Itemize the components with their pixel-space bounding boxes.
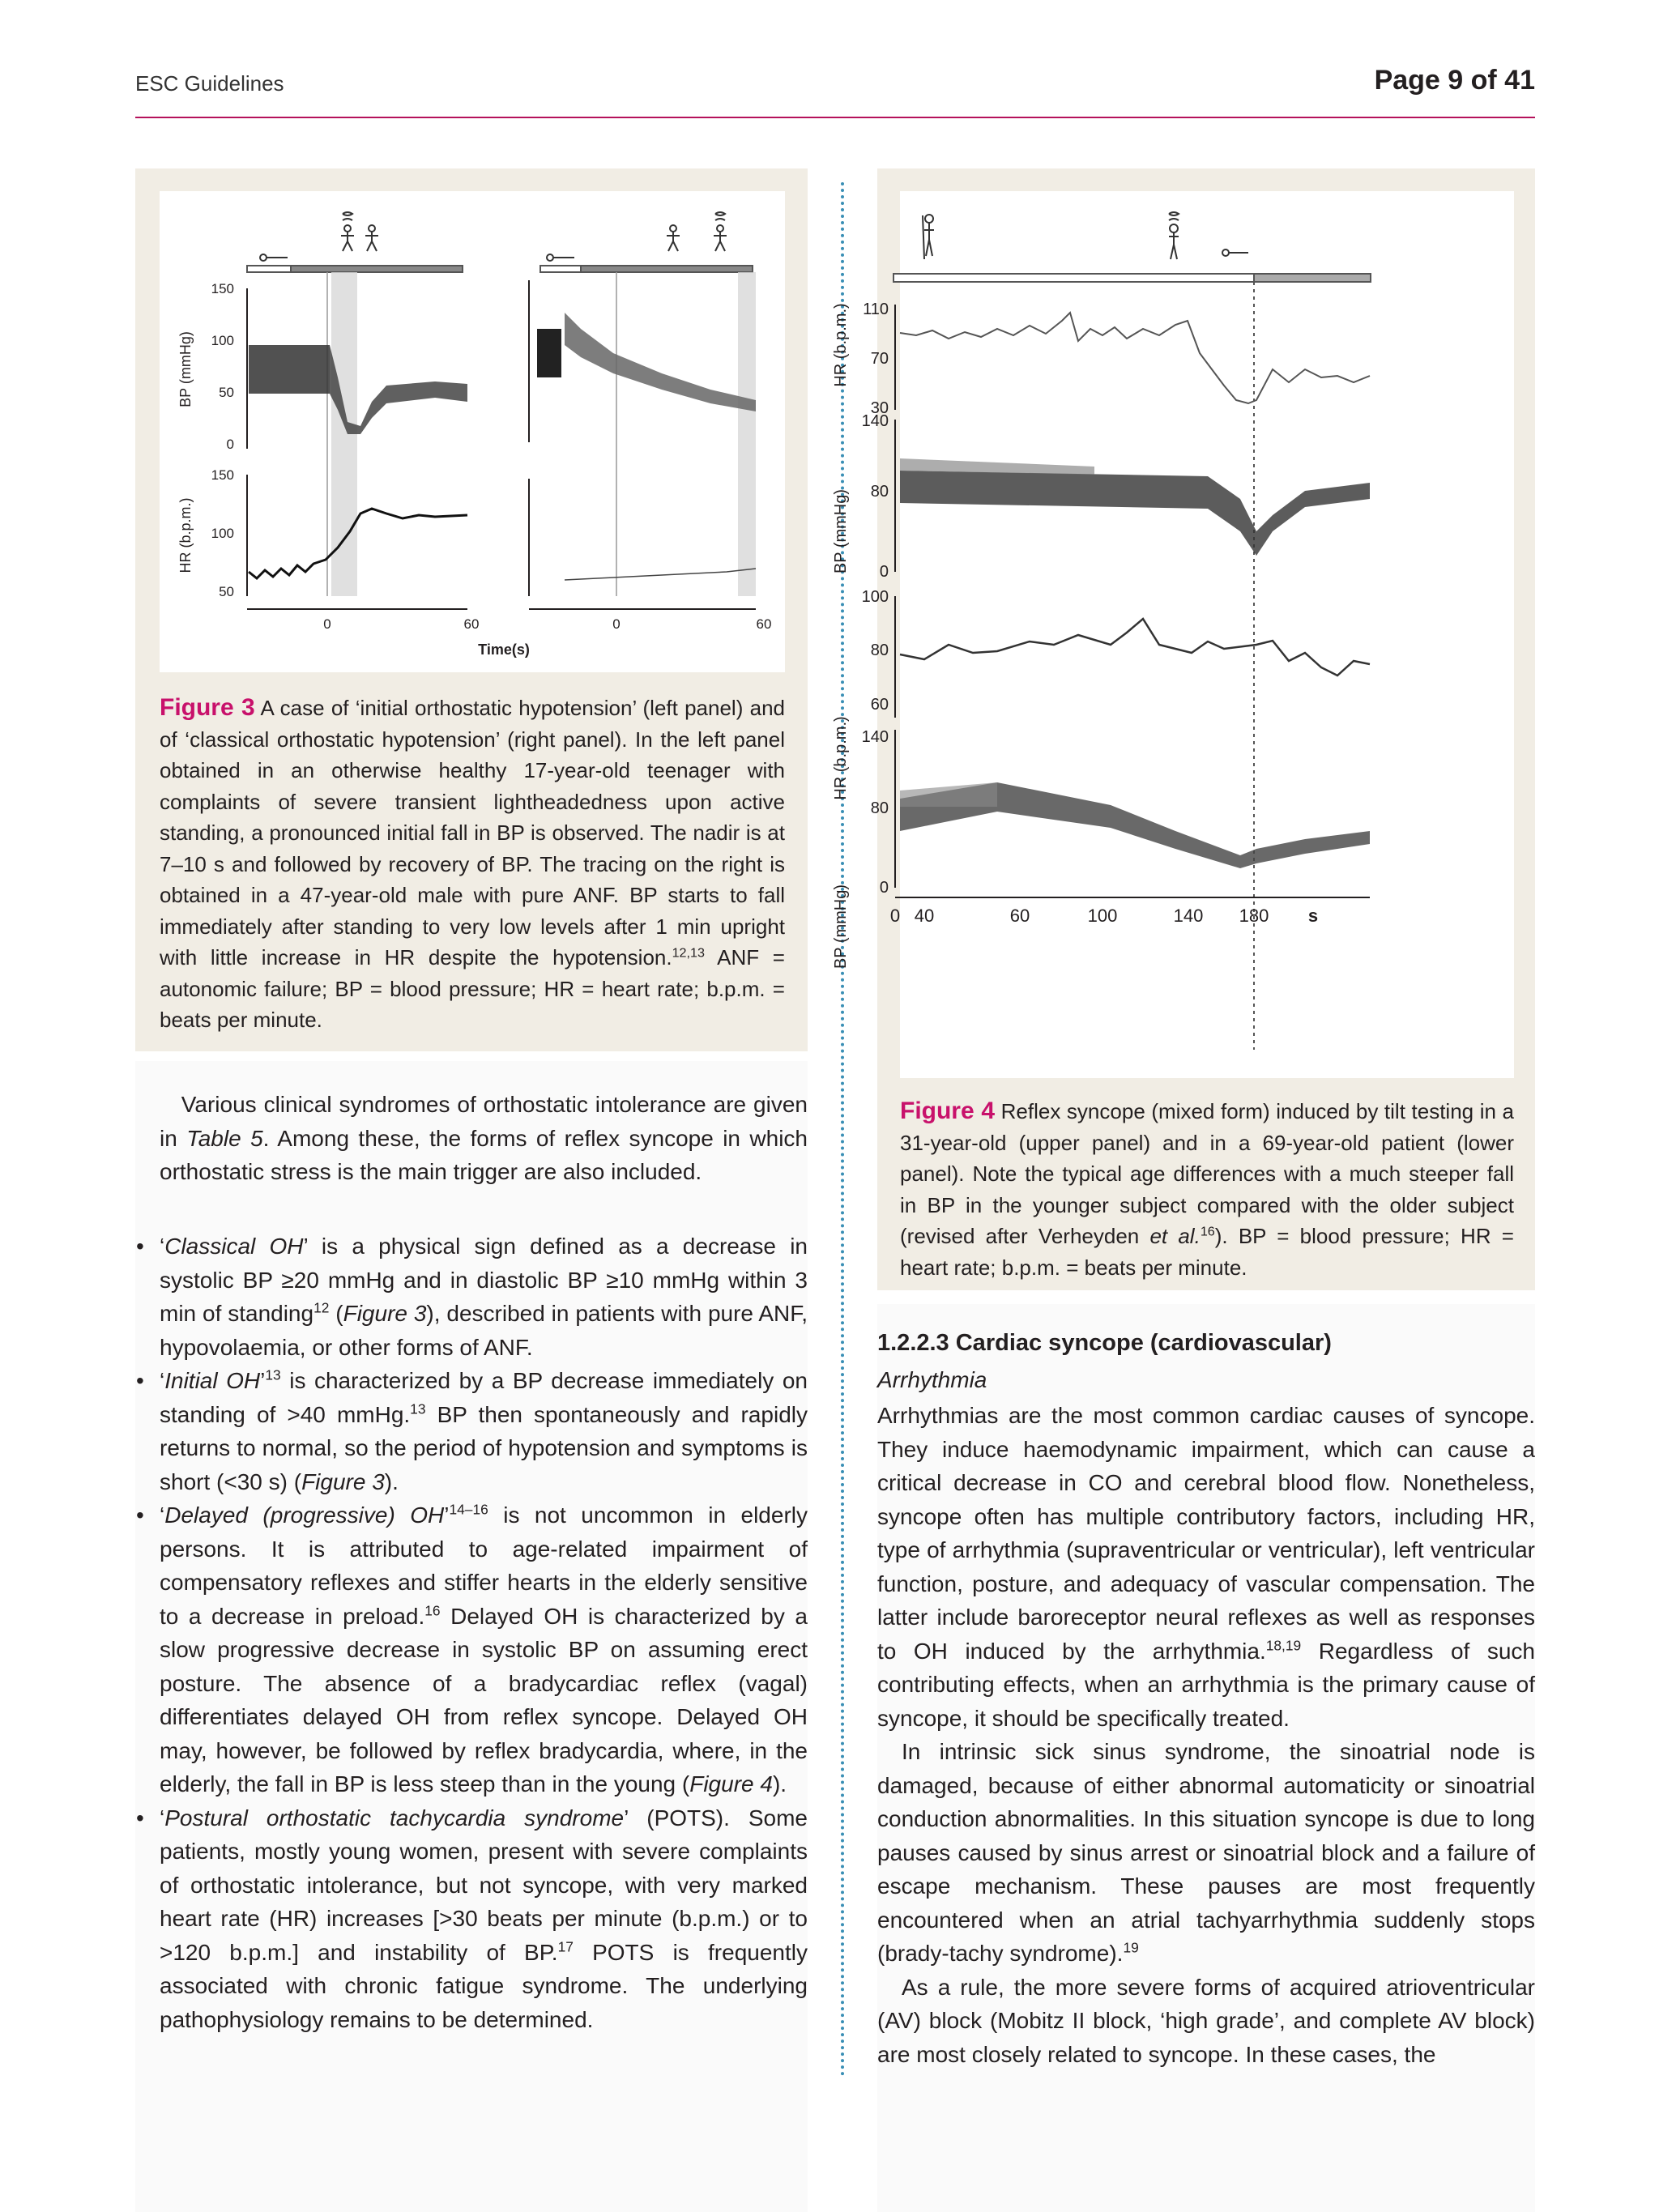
caption-abbrev: ). BP = blood pressure; HR = heart rate; b.p.m. = beats per minute. [900,1224,1514,1280]
term: Delayed (progressive) OH [164,1502,445,1528]
orthostatic-syndromes-list [130,1230,808,2036]
figure-4-label: Figure 4 [900,1097,996,1124]
bp-tick: 80 [870,799,889,817]
item-text: Delayed OH is characterized by a slow progressive decrease in systolic BP on assuming erect posture. The absence of a bradycardiac reflex (vagal) differentiates delayed OH from reflex syncope. Delayed OH may, however, be followed by reflex bradycardia, where, in the elderly, the fall in BP is less steep than in the young ( [160,1603,808,1796]
bp-axis-label: BP (mmHg) [177,331,194,407]
item-text: ). [384,1468,399,1494]
x-tick: 100 [1087,906,1118,926]
item-text: ), described in patients with pure ANF, hypovolaemia, or other forms of ANF. [160,1301,808,1360]
hr-tick: 110 [863,300,889,318]
list-item: • ‘Initial OH’$^{13}$ is characterized by a BP decrease immediately on standing of >40 mmHg.$^{13}$ BP then spontaneously and rapidly returns to normal, so the period of hypotension and symptoms is short (<30 s) (Figure 3). [130,1364,808,1498]
time-axis-label: Time(s) [478,641,530,658]
citation: 14–16 [449,1501,488,1518]
intro-text: Various clinical syndromes of orthostatic intolerance are given in [160,1092,808,1151]
hr-tick: 50 [219,584,234,599]
citation: 16 [424,1602,441,1619]
bp-tick: 0 [879,879,889,897]
figure-3-plot [160,191,785,672]
figure-4-caption [900,1096,1514,1283]
term: Postural orthostatic tachycardia syndrome [164,1805,625,1831]
paragraph [877,1399,1535,1735]
page-number: Page 9 of 41 [1374,65,1535,96]
bp-tick: 50 [219,385,234,400]
item-text: ’ is a physical sign defined as a decrease in systolic BP ≥20 mmHg and in diastolic BP ≥10 mmHg within 3 min of standing [160,1234,808,1326]
header-rule [135,117,1535,118]
item-text: is not uncommon in elderly persons. It is attributed to age-related impairment of compensatory reflexes and stiffer hearts in the elderly sensitive to a decrease in preload. [160,1502,808,1629]
item-text: BP then spontaneously and rapidly returns to normal, so the period of hypotension and symptoms is short (<30 s) ( [160,1401,808,1494]
bp-tick: 150 [211,281,234,296]
bp-tick: 100 [211,333,234,348]
x-tick: 180 [1239,906,1269,926]
list-item: • ‘Postural orthostatic tachycardia syndrome’ (POTS). Some patients, mostly young women, present with severe complaints of orthostatic intolerance, but not syncope, with very marked heart rate (HR) increases [>30 beats per minute (b.p.m.) or to >120 b.p.m.] and instability of BP.$^{17}$ POTS is frequently associated with chronic fatigue syndrome. The underlying pathophysiology remains to be determined. [130,1801,808,2037]
intro-text: . Among these, the forms of reflex syncope in which orthostatic stress is the main trigger are also included. [160,1125,808,1184]
hr-tick: 80 [870,641,889,659]
bp-tick: 140 [861,412,889,430]
hr-tick: 30 [870,399,889,417]
paragraph [877,1735,1535,1971]
citation: 16 [1200,1224,1215,1239]
citation: 17 [557,1938,574,1955]
paragraph-text: Regardless of such contributing effects, when an arrhythmia is the primary cause of syncope, it should be specifically treated. [877,1638,1535,1731]
term: Classical OH [164,1234,304,1259]
figure-3-image [160,191,785,672]
hr-tick: 100 [211,526,234,541]
time-tick: 60 [756,616,772,632]
intro-paragraph [160,1088,808,1189]
figure-4-plot [832,191,1514,1078]
figure-3-caption [160,693,785,1036]
bp-tick: 140 [861,728,889,746]
hr-trace-left [249,509,467,578]
bp-trace-right [537,313,756,411]
caption-etal: et al. [1149,1224,1201,1248]
bullet: • [136,1234,144,1259]
column-divider [841,182,844,2078]
list-item: • ‘Classical OH’ is a physical sign defined as a decrease in systolic BP ≥20 mmHg and in diastolic BP ≥10 mmHg within 3 min of standing$^{12}$ (Figure 3), described in patients with pure ANF, hypovolaemia, or other forms of ANF. [130,1230,808,1364]
hr-axis-label: HR (b.p.m.) [832,716,850,800]
x-tick: 40 [914,906,935,926]
citation: 12,13 [672,945,705,961]
hr-tick: 150 [211,467,234,483]
figure-4-image [832,191,1514,1078]
item-text: ’ (POTS). Some patients, mostly young women, present with severe complaints of orthostatic intolerance, but not syncope, with very marked heart rate (HR) increases [>30 beats per minute (b.p.m.) or to >120 b.p.m.] and instability of BP. [160,1805,808,1965]
bullet: • [136,1502,144,1528]
hr-tick: 70 [870,350,889,368]
x-tick: 0 [889,906,901,926]
bp-axis-label: BP (mmHg) [832,884,850,970]
supine-figure-icon [260,254,288,261]
cardiac-syncope-text [877,1399,1535,2071]
x-tick: 140 [1173,906,1204,926]
hr-trace-young [900,313,1370,403]
bp-tick: 80 [870,483,889,501]
tilt-figure-icon [923,212,1248,259]
x-tick: 60 [1009,906,1030,926]
hr-tick: 60 [870,696,889,714]
bp-tick: 0 [226,437,234,452]
paragraph-text: Arrhythmias are the most common cardiac causes of syncope. They induce haemodynamic impairment, which can cause a critical decrease in CO and cerebral blood flow. Nonetheless, syncope often has multiple contributory factors, including HR, type of arrhythmia (supraventricular or ventricular), left ventricular function, posture, and adequacy of vascular compensation. The latter include baroreceptor neural reflexes as well as responses to OH induced by the arrhythmia. [877,1403,1535,1664]
supine-figure-icon [547,212,727,261]
hr-tick: 100 [861,588,889,606]
citation: 12 [313,1299,330,1316]
figure-3-label: Figure 3 [160,694,255,721]
figure-reference: Figure 3 [343,1301,427,1326]
paragraph-text: In intrinsic sick sinus syndrome, the sinoatrial node is damaged, because of either abnormal automaticity or sinoatrial conduction abnormalities. In this situation syncope is due to long pauses caused by sinus arrest or sinoatrial block and a failure of escape mechanism. These pauses are most frequently encountered when an atrial tachyarrhythmia suddenly stops (brady-tachy syndrome). [877,1739,1535,1966]
caption-text: Reflex syncope (mixed form) induced by tilt testing in a 31-year-old (upper panel) and in a 69-year-old patient (lower panel). Note the typical age differences with a much steeper fall in BP in the younger subject compared with the older subject (revised after Verheyden [900,1099,1514,1248]
citation: 13 [265,1366,281,1383]
citation: 19 [1123,1939,1139,1956]
bp-trace-left [249,345,467,434]
caption-text: A case of ‘initial orthostatic hypotension’ (left panel) and of ‘classical orthostatic hypotension’ (right panel). In the left panel obtained in an otherwise healthy 17-year-old teenager with complaints of severe transient lightheadedness upon active standing, a pronounced initial fall in BP is observed. The nadir is at 7–10 s and followed by recovery of BP. The tracing on the right is obtained in a 47-year-old male with pure ANF. BP starts to fall immediately after standing to very low levels after 1 min upright with little increase in HR despite the hypotension. [160,696,785,970]
item-text: ). [772,1771,787,1796]
time-tick: 0 [612,616,621,632]
x-axis-unit: s [1307,906,1319,926]
item-text: POTS is frequently associated with chronic fatigue syndrome. The underlying pathophysiology remains to be determined. [160,1939,808,2032]
term: Initial OH [164,1368,261,1393]
bp-tick: 0 [879,563,889,581]
bullet: • [136,1368,144,1393]
citation: 13 [410,1400,426,1417]
paragraph: As a rule, the more severe forms of acquired atrioventricular (AV) block (Mobitz II block, ‘high grade’, and complete AV block) are most closely related to syncope. In these cases, the [877,1974,1535,2067]
caption-abbrev: ANF = autonomic failure; BP = blood pressure; HR = heart rate; b.p.m. = beats per minute. [160,945,785,1032]
time-tick: 0 [323,616,331,632]
time-tick: 60 [463,616,480,632]
table-reference: Table 5 [186,1125,263,1151]
figure-reference: Figure 3 [301,1468,385,1494]
hr-trace-old [900,619,1370,676]
bp-axis-label: BP (mmHg) [832,488,850,574]
citation: 18,19 [1265,1637,1302,1654]
bp-trace-young [900,471,1370,556]
hr-trace-right [565,569,756,580]
item-text: ( [329,1301,343,1326]
subsection-heading: Arrhythmia [877,1367,987,1392]
standing-figure-icon [341,212,378,251]
figure-reference: Figure 4 [689,1771,773,1796]
hr-axis-label: HR (b.p.m.) [832,303,850,387]
hr-axis-label: HR (b.p.m.) [177,497,194,573]
section-heading: 1.2.2.3 Cardiac syncope (cardiovascular) [877,1330,1332,1356]
journal-name: ESC Guidelines [135,71,284,96]
bullet: • [136,1805,144,1831]
item-text: is characterized by a BP decrease immediately on standing of >40 mmHg. [160,1368,808,1427]
list-item: • ‘Delayed (progressive) OH’$^{14-16}$ is not uncommon in elderly persons. It is attributed to age-related impairment of compensatory reflexes and stiffer hearts in the elderly sensitive to a decrease in preload.$^{16}$ Delayed OH is characterized by a slow progressive decrease in systolic BP on assuming erect posture. The absence of a bradycardiac reflex (vagal) differentiates delayed OH from reflex syncope. Delayed OH may, however, be followed by reflex bradycardia, where, in the elderly, the fall in BP is less steep than in the young (Figure 4). [130,1498,808,1801]
